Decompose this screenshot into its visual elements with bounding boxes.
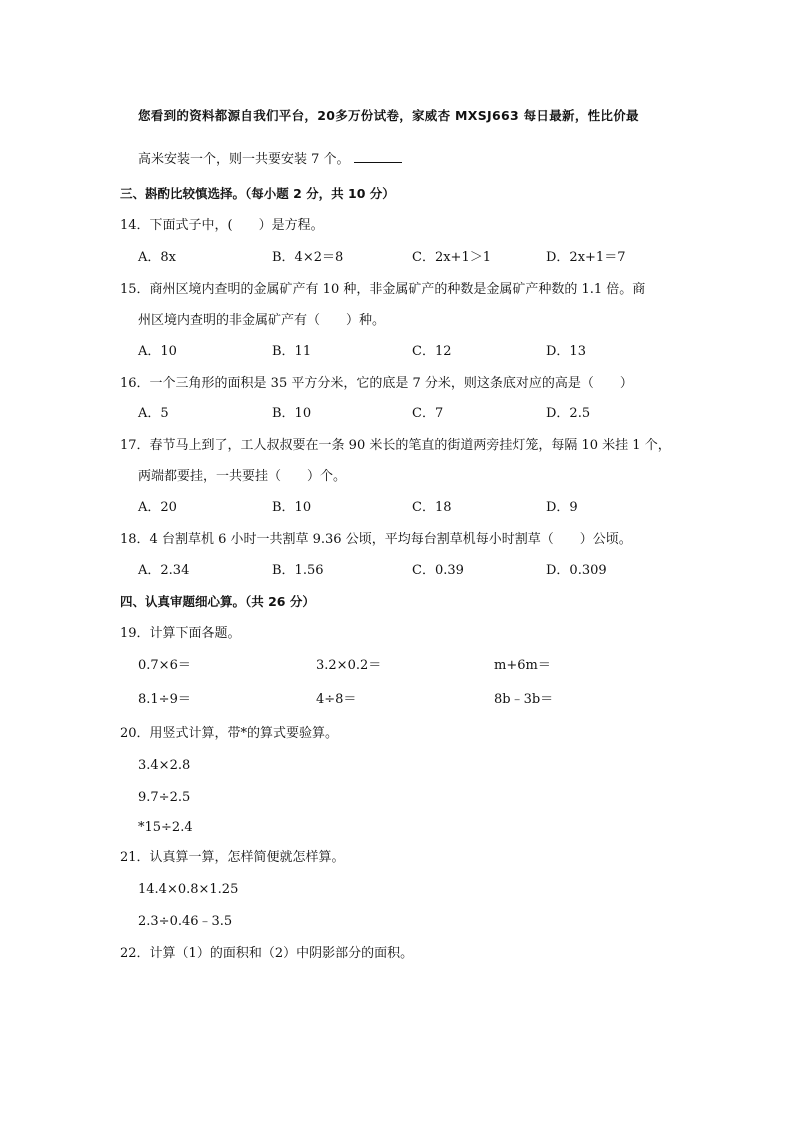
q17-option-c: C．18 <box>412 500 452 515</box>
q21-item: 14.4×0.8×1.25 <box>138 882 239 897</box>
q19-item: 8.1÷9＝ <box>138 692 191 707</box>
q22-stem: 22．计算（1）的面积和（2）中阴影部分的面积。 <box>120 946 414 961</box>
q19-item: 3.2×0.2＝ <box>316 658 382 673</box>
q18-option-c: C．0.39 <box>412 563 464 578</box>
q21-stem: 21．认真算一算，怎样简便就怎样算。 <box>120 850 345 865</box>
q18-option-a: A．2.34 <box>138 563 190 578</box>
q19-item: 8b﹣3b＝ <box>494 692 554 707</box>
q14-option-d: D．2x+1＝7 <box>546 250 626 265</box>
q15-option-d: D．13 <box>546 344 586 359</box>
q21-item: 2.3÷0.46﹣3.5 <box>138 914 233 929</box>
q15-option-b: B．11 <box>272 344 312 359</box>
q20-item: 9.7÷2.5 <box>138 790 191 805</box>
q13-tail-text: 高米安装一个，则一共要安装 7 个。 <box>138 152 350 167</box>
q14-stem: 14．下面式子中，( ）是方程。 <box>120 218 324 233</box>
q15-stem-line1: 15．商州区境内查明的金属矿产有 10 种，非金属矿产的种数是金属矿产种数的 1.1 倍。商 <box>120 282 646 297</box>
q14-option-c: C．2x+1＞1 <box>412 250 491 265</box>
q18-option-b: B．1.56 <box>272 563 324 578</box>
q18-stem: 18．4 台割草机 6 小时一共割草 9.36 公顷，平均每台割草机每小时割草（ ）公顷。 <box>120 532 632 547</box>
q20-item: 3.4×2.8 <box>138 758 191 773</box>
q17-stem-line1: 17．春节马上到了，工人叔叔要在一条 90 米长的笔直的街道两旁挂灯笼，每隔 10 米挂 1 个， <box>120 438 671 453</box>
q17-option-a: A．20 <box>138 500 177 515</box>
q19-stem: 19．计算下面各题。 <box>120 626 241 641</box>
q16-option-c: C．7 <box>412 406 444 421</box>
q16-option-a: A．5 <box>138 406 169 421</box>
q20-stem: 20．用竖式计算，带*的算式要验算。 <box>120 726 339 741</box>
q18-option-d: D．0.309 <box>546 563 607 578</box>
q13-tail <box>138 150 402 168</box>
q17-stem-line2: 两端都要挂，一共要挂（ ）个。 <box>138 469 347 484</box>
q19-item: 0.7×6＝ <box>138 658 191 673</box>
q15-option-c: C．12 <box>412 344 452 359</box>
q14-option-b: B．4×2＝8 <box>272 250 344 265</box>
q17-option-d: D．9 <box>546 500 578 515</box>
q16-stem: 16．一个三角形的面积是 35 平方分米，它的底是 7 分米，则这条底对应的高是（ ） <box>120 376 633 391</box>
section-3-heading: 三、斟酌比较慎选择。（每小题 2 分，共 10 分） <box>120 186 395 201</box>
q17-option-b: B．10 <box>272 500 312 515</box>
q20-item: *15÷2.4 <box>138 820 193 835</box>
watermark-banner: 您看到的资料都源自我们平台，20多万份试卷，家威杏 MXSJ663 每日最新，性比价最 <box>138 108 639 123</box>
section-4-heading: 四、认真审题细心算。（共 26 分） <box>120 594 315 609</box>
q19-item: m+6m＝ <box>494 658 551 673</box>
q14-option-a: A．8x <box>138 250 176 265</box>
q16-option-b: B．10 <box>272 406 312 421</box>
q19-item: 4÷8＝ <box>316 692 357 707</box>
q16-option-d: D．2.5 <box>546 406 591 421</box>
q15-stem-line2: 州区境内查明的非金属矿产有（ ）种。 <box>138 313 386 328</box>
q15-option-a: A．10 <box>138 344 177 359</box>
answer-blank <box>354 150 402 163</box>
